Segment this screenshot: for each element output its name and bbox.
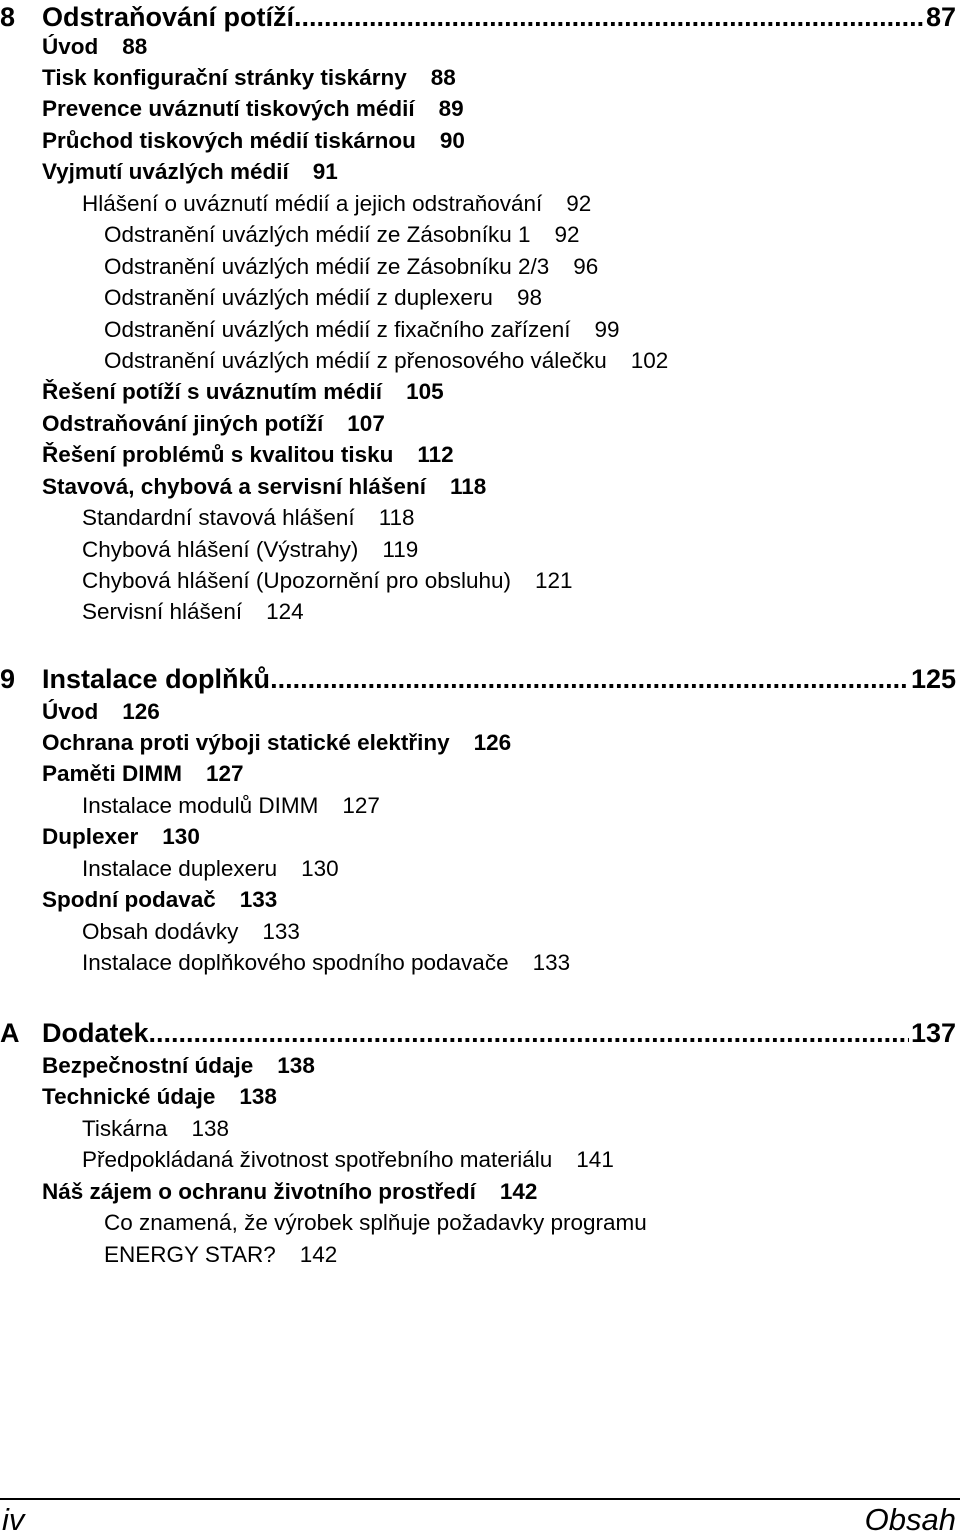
entry-page: 133 — [262, 919, 300, 944]
entry-page: 127 — [342, 793, 380, 818]
toc-entry[interactable] — [104, 251, 598, 282]
entry-page: 138 — [277, 1053, 315, 1078]
entry-page: 96 — [573, 254, 599, 279]
entry-title: Vyjmutí uvázlých médií — [42, 159, 289, 184]
leader-dots — [270, 662, 909, 696]
entry-title: Servisní hlášení — [82, 599, 243, 624]
entry-page: 124 — [266, 599, 304, 624]
entry-page: 133 — [532, 950, 571, 975]
entry-page: 88 — [430, 65, 456, 90]
entry-page: 133 — [239, 887, 278, 912]
toc-entry[interactable] — [82, 853, 339, 884]
entry-page: 142 — [499, 1179, 538, 1204]
entry-page: 141 — [576, 1147, 614, 1172]
entry-title: Řešení problémů s kvalitou tisku — [42, 442, 394, 467]
entry-page: 127 — [206, 761, 244, 786]
toc-entry[interactable] — [42, 884, 277, 915]
toc-entry[interactable] — [42, 727, 511, 758]
footer-section-title: Obsah — [864, 1502, 956, 1537]
footer-rule — [0, 1498, 960, 1500]
entry-title: Předpokládaná životnost spotřebního materiálu — [82, 1147, 553, 1172]
entry-title: Obsah dodávky — [82, 919, 239, 944]
entry-title: Odstranění uvázlých médií ze Zásobníku 2/3 — [104, 254, 550, 279]
toc-entry[interactable] — [82, 596, 304, 627]
toc-entry[interactable] — [42, 696, 160, 727]
toc-entry[interactable] — [104, 1239, 337, 1270]
chapter-title: Odstraňování potíží — [42, 2, 295, 32]
toc-entry[interactable] — [42, 1050, 315, 1081]
entry-title: Instalace doplňkového spodního podavače — [82, 950, 509, 975]
toc-entry[interactable] — [104, 314, 620, 345]
entry-title: ENERGY STAR? — [104, 1242, 276, 1267]
entry-page: 138 — [191, 1116, 229, 1141]
entry-title: Co znamená, že výrobek splňuje požadavky programu — [104, 1210, 647, 1235]
entry-page: 91 — [312, 159, 338, 184]
entry-title: Hlášení o uváznutí médií a jejich odstraňování — [82, 191, 543, 216]
entry-title: Duplexer — [42, 824, 139, 849]
entry-page: 99 — [594, 317, 620, 342]
entry-title: Odstranění uvázlých médií z duplexeru — [104, 285, 493, 310]
chapter-title: Instalace doplňků — [42, 664, 271, 694]
entry-page: 89 — [438, 96, 464, 121]
toc-entry[interactable] — [42, 758, 244, 789]
chapter-number: 8 — [0, 2, 16, 32]
entry-title: Řešení potíží s uváznutím médií — [42, 379, 383, 404]
toc-entry[interactable] — [82, 534, 418, 565]
entry-title: Chybová hlášení (Upozornění pro obsluhu) — [82, 568, 512, 593]
entry-title: Tiskárna — [82, 1116, 168, 1141]
toc-entry[interactable] — [82, 188, 591, 219]
leader-dots — [149, 1016, 909, 1050]
chapter-heading[interactable] — [0, 662, 956, 696]
toc-entry[interactable] — [82, 1144, 614, 1175]
entry-page: 118 — [449, 474, 487, 499]
toc-entry[interactable] — [82, 1113, 229, 1144]
entry-page: 102 — [630, 348, 669, 373]
entry-page: 105 — [406, 379, 444, 404]
toc-entry[interactable] — [82, 565, 573, 596]
toc-entry[interactable] — [104, 1207, 647, 1238]
toc-entry[interactable] — [104, 345, 668, 376]
toc-entry[interactable] — [42, 31, 147, 62]
entry-title: Odstraňování jiných potíží — [42, 411, 324, 436]
toc-entry[interactable] — [42, 62, 456, 93]
entry-title: Instalace duplexeru — [82, 856, 278, 881]
toc-entry[interactable] — [82, 916, 300, 947]
entry-page: 88 — [122, 34, 148, 59]
toc-entry[interactable] — [42, 1081, 277, 1112]
entry-title: Odstranění uvázlých médií ze Zásobníku 1 — [104, 222, 531, 247]
entry-page: 138 — [239, 1084, 277, 1109]
entry-title: Průchod tiskových médií tiskárnou — [42, 128, 416, 153]
entry-page: 119 — [382, 537, 419, 562]
toc-entry[interactable] — [42, 471, 486, 502]
footer-page-number: iv — [2, 1502, 25, 1537]
chapter-heading[interactable] — [0, 0, 956, 34]
toc-entry[interactable] — [42, 439, 454, 470]
entry-page: 130 — [162, 824, 200, 849]
leader-dots — [294, 0, 924, 34]
entry-page: 90 — [439, 128, 465, 153]
chapter-number: 9 — [0, 664, 16, 694]
entry-page: 98 — [516, 285, 542, 310]
entry-title: Tisk konfigurační stránky tiskárny — [42, 65, 407, 90]
toc-entry[interactable] — [42, 1176, 537, 1207]
entry-title: Instalace modulů DIMM — [82, 793, 319, 818]
entry-title: Technické údaje — [42, 1084, 216, 1109]
entry-title: Chybová hlášení (Výstrahy) — [82, 537, 359, 562]
toc-entry[interactable] — [42, 93, 464, 124]
entry-title: Bezpečnostní údaje — [42, 1053, 254, 1078]
chapter-page: 137 — [910, 1018, 956, 1048]
entry-page: 121 — [535, 568, 573, 593]
toc-entry[interactable] — [104, 282, 542, 313]
entry-title: Prevence uváznutí tiskových médií — [42, 96, 415, 121]
chapter-page: 125 — [910, 664, 956, 694]
entry-page: 92 — [554, 222, 580, 247]
entry-page: 130 — [301, 856, 339, 881]
toc-entry[interactable] — [42, 376, 444, 407]
entry-title: Paměti DIMM — [42, 761, 183, 786]
entry-page: 112 — [417, 442, 454, 467]
entry-title: Spodní podavač — [42, 887, 216, 912]
entry-title: Úvod — [42, 699, 99, 724]
chapter-title: Dodatek — [42, 1018, 149, 1048]
toc-entry[interactable] — [82, 502, 415, 533]
toc-entry[interactable] — [42, 408, 385, 439]
chapter-page: 87 — [925, 2, 956, 32]
toc-entry[interactable] — [42, 156, 338, 187]
entry-page: 107 — [347, 411, 385, 436]
entry-title: Odstranění uvázlých médií z fixačního zařízení — [104, 317, 571, 342]
toc-entry[interactable] — [104, 219, 580, 250]
toc-entry[interactable] — [82, 947, 570, 978]
entry-page: 126 — [473, 730, 512, 755]
chapter-heading[interactable] — [0, 1016, 956, 1050]
entry-title: Odstranění uvázlých médií z přenosového válečku — [104, 348, 607, 373]
entry-title: Úvod — [42, 34, 99, 59]
toc-entry[interactable] — [82, 790, 380, 821]
toc-entry[interactable] — [42, 821, 200, 852]
toc-entry[interactable] — [42, 125, 465, 156]
entry-title: Náš zájem o ochranu životního prostředí — [42, 1179, 476, 1204]
entry-page: 142 — [299, 1242, 338, 1267]
entry-title: Ochrana proti výboji statické elektřiny — [42, 730, 450, 755]
entry-page: 126 — [122, 699, 160, 724]
entry-title: Stavová, chybová a servisní hlášení — [42, 474, 426, 499]
entry-title: Standardní stavová hlášení — [82, 505, 355, 530]
entry-page: 118 — [378, 505, 415, 530]
chapter-number: A — [0, 1018, 20, 1048]
entry-page: 92 — [566, 191, 592, 216]
